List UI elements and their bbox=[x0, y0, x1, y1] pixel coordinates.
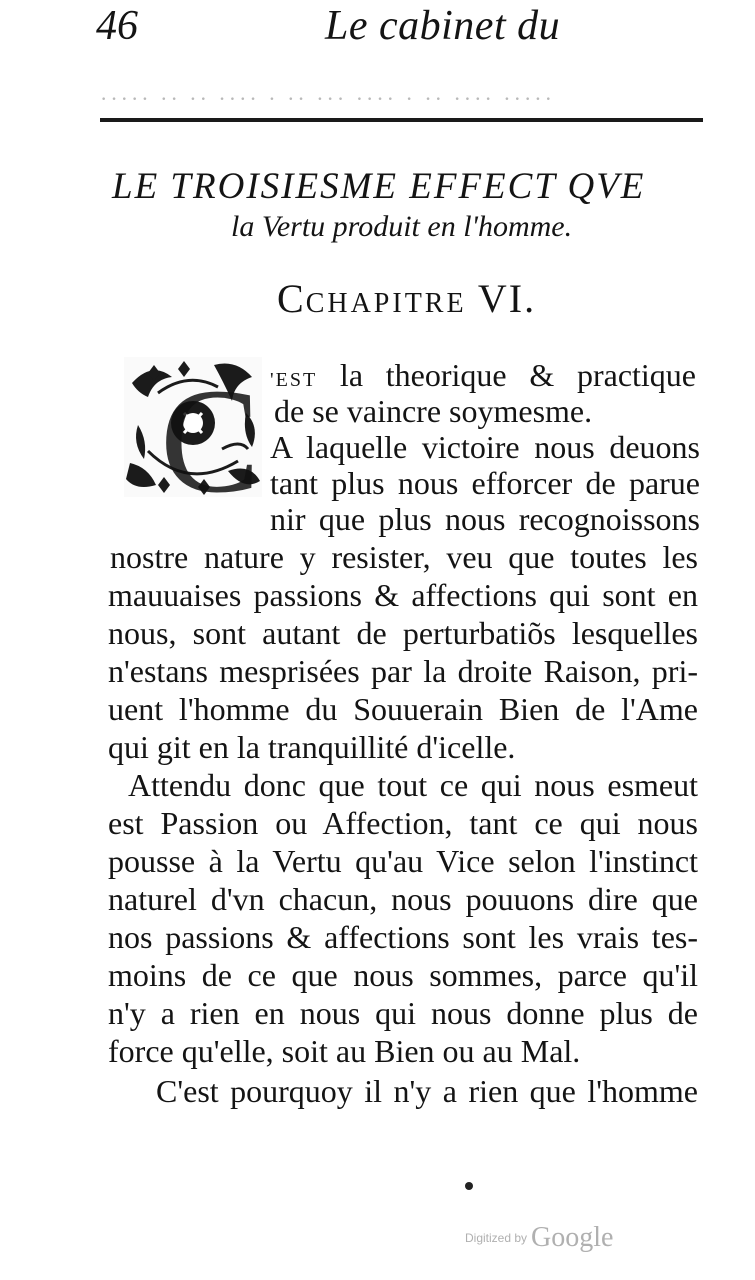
text-line: nostre nature y resister, veu que toutes les bbox=[110, 539, 698, 575]
text-line: mauuaises passions & affections qui sont en bbox=[108, 577, 698, 613]
google-logo: Google bbox=[531, 1222, 614, 1253]
opening-smallcaps: 'EST bbox=[270, 369, 318, 391]
running-head: Le cabinet du bbox=[325, 3, 561, 49]
text-line: Attendu donc que tout ce qui nous esmeut bbox=[128, 767, 698, 803]
ornamental-dropcap bbox=[118, 353, 268, 503]
section-heading: LE TROISIESME EFFECT QVE bbox=[112, 166, 646, 207]
text-line: qui git en la tranquillité d'icelle. bbox=[108, 729, 516, 765]
ink-dot bbox=[465, 1182, 473, 1190]
text-line: nos passions & affections sont les vrais tes- bbox=[108, 919, 698, 955]
text-line: C'est pourquoy il n'y a rien que l'homme bbox=[156, 1073, 698, 1109]
chapter-title bbox=[277, 275, 536, 322]
text-line: 'EST la theorique & practique bbox=[270, 357, 697, 393]
text-line: de se vaincre soymesme. bbox=[274, 393, 593, 429]
chapter-initial: C bbox=[277, 276, 306, 321]
text-line: force qu'elle, soit au Bien ou au Mal. bbox=[108, 1033, 581, 1069]
chapter-word: CHAPITRE bbox=[305, 288, 467, 319]
text-line: est Passion ou Affection, tant ce qui nous bbox=[108, 805, 698, 841]
watermark-digitized-text: Digitized by bbox=[465, 1231, 528, 1245]
section-subheading: la Vertu produit en l'homme. bbox=[231, 210, 573, 243]
text-line: uent l'homme du Souuerain Bien de l'Ame bbox=[108, 691, 698, 727]
bleed-through-strip: ····· ·· ·· ···· · ·· ··· ···· · ·· ···· ····· bbox=[100, 86, 555, 110]
digitized-watermark bbox=[465, 1222, 613, 1254]
chapter-number: VI. bbox=[477, 276, 537, 321]
text-line: nir que plus nous recognoissons bbox=[270, 501, 700, 537]
header-rule bbox=[100, 118, 703, 122]
text-line: A laquelle victoire nous deuons bbox=[270, 429, 700, 465]
text-line: naturel d'vn chacun, nous pouuons dire que bbox=[108, 881, 698, 917]
text-line: nous, sont autant de perturbatiõs lesquelles bbox=[108, 615, 698, 651]
text-line: moins de ce que nous sommes, parce qu'il bbox=[108, 957, 698, 993]
dropcap-letter: C bbox=[160, 358, 261, 503]
page-number: 46 bbox=[96, 3, 138, 49]
text-line: pousse à la Vertu qu'au Vice selon l'instinct bbox=[108, 843, 698, 879]
text-line: n'y a rien en nous qui nous donne plus de bbox=[108, 995, 698, 1031]
text-line: tant plus nous efforcer de parue bbox=[270, 465, 700, 501]
text-line: n'estans mesprisées par la droite Raison, pri- bbox=[108, 653, 698, 689]
